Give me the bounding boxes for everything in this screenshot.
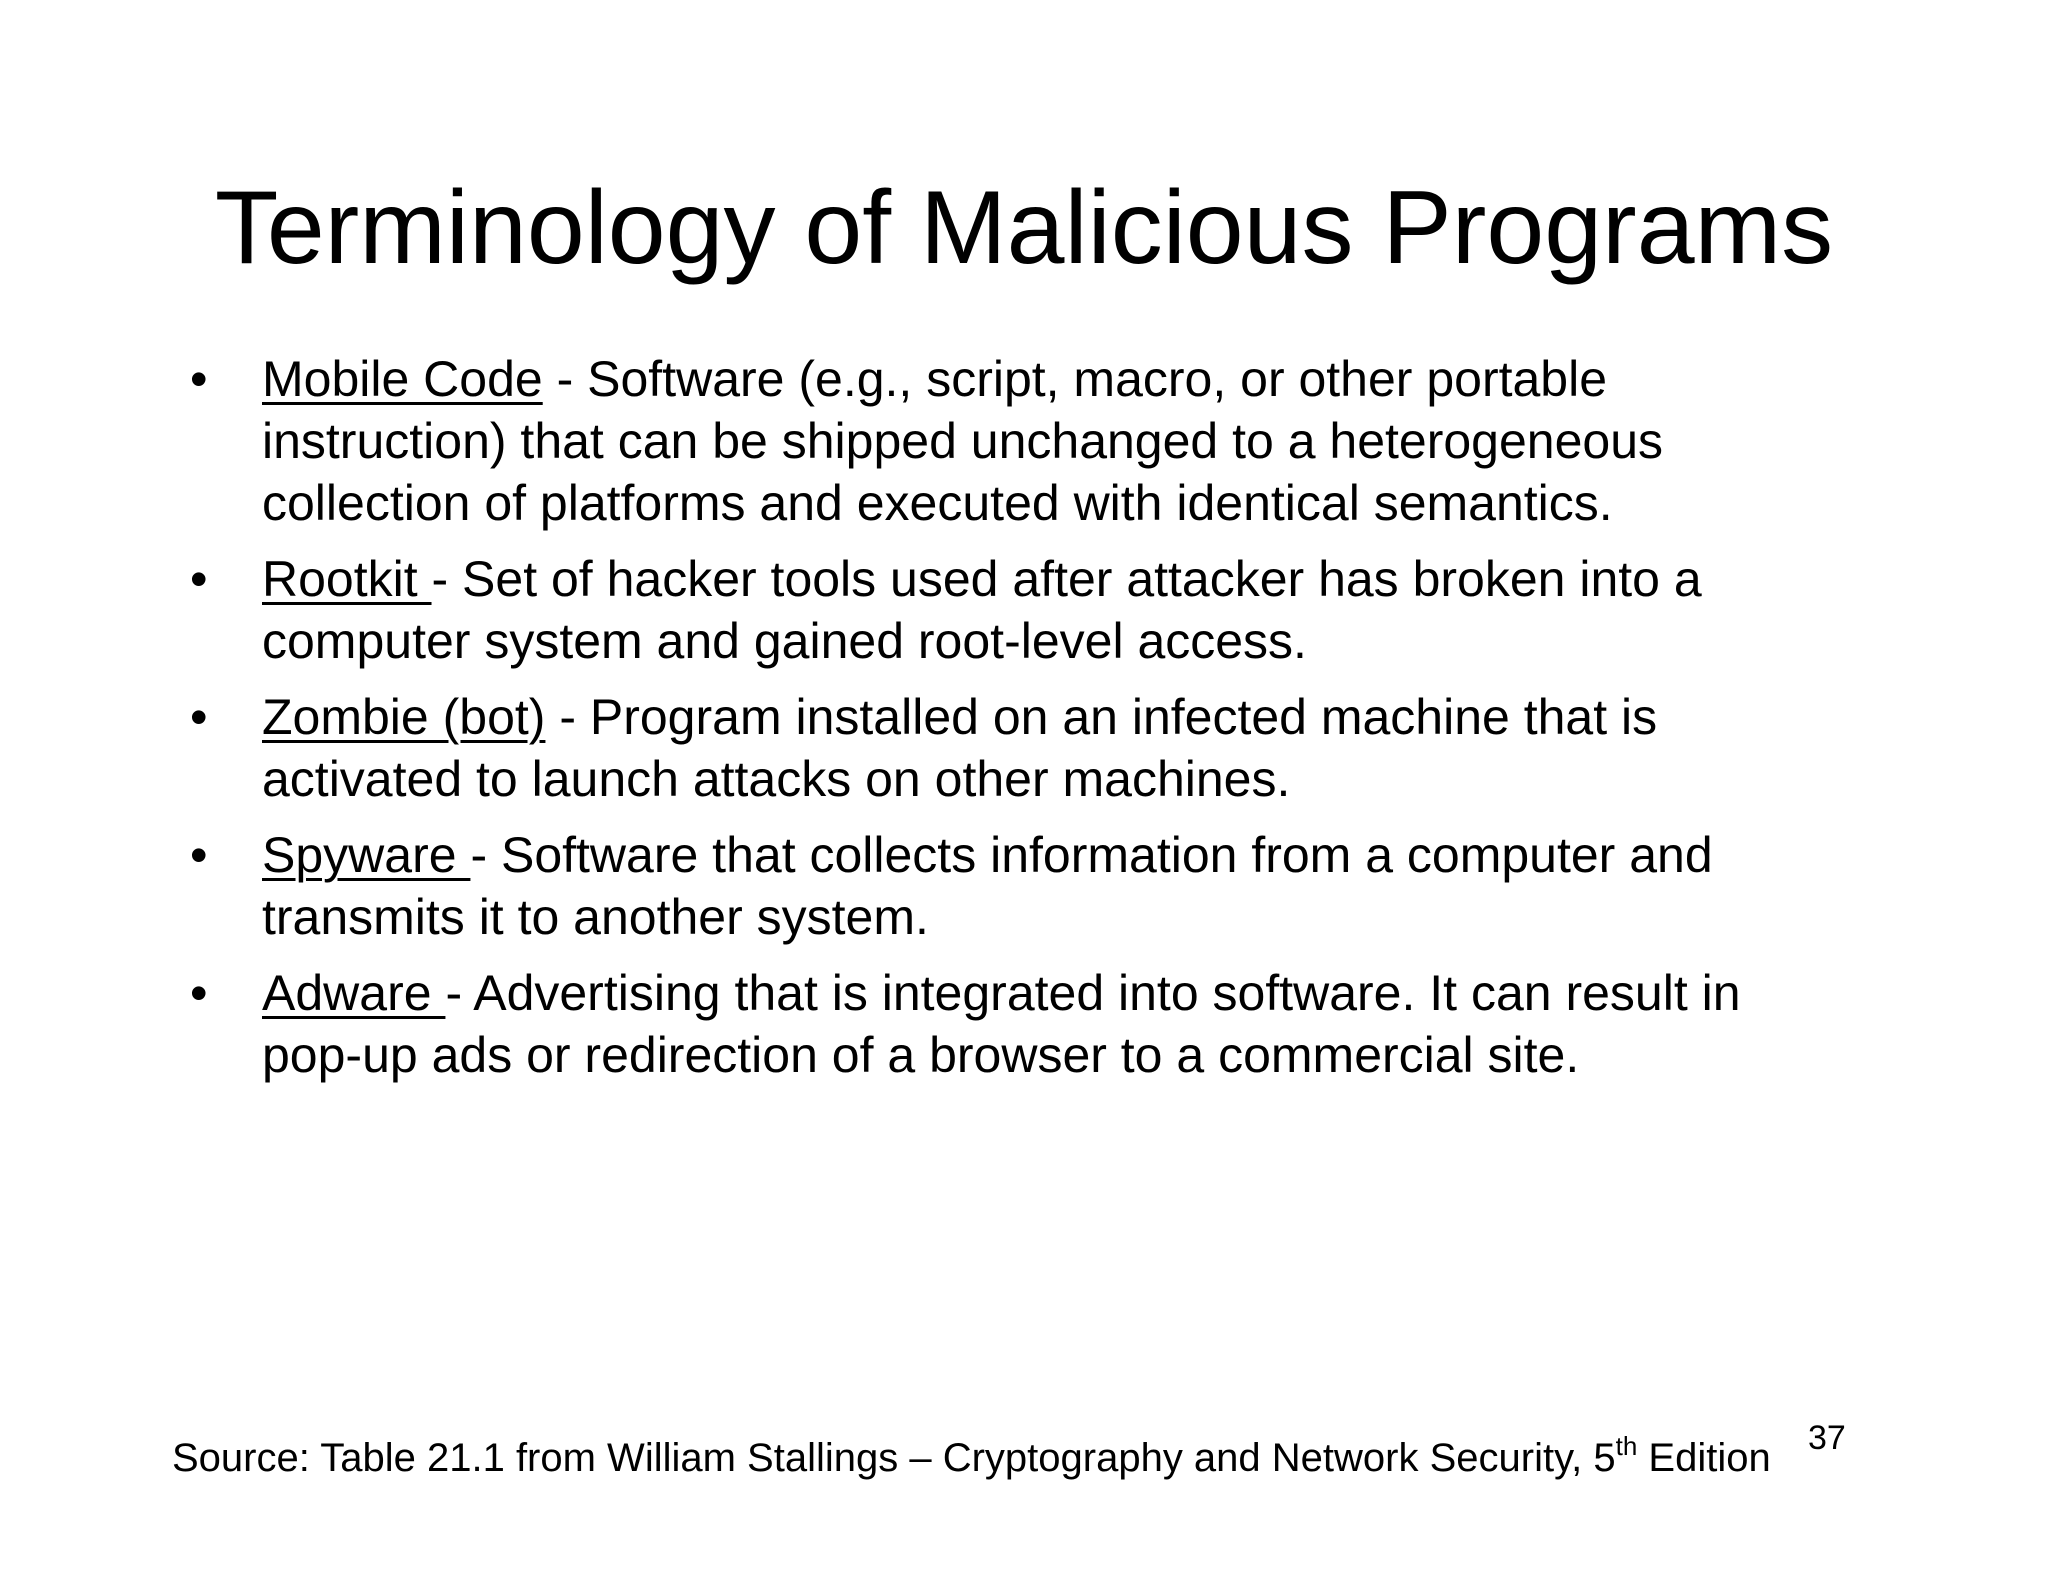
term-rootkit: Rootkit <box>262 551 432 607</box>
term-zombie: Zombie (bot) <box>262 689 546 745</box>
bullet-list <box>190 348 1830 1100</box>
bullet-icon: • <box>190 827 208 883</box>
bullet-icon: • <box>190 965 208 1021</box>
source-text: Source: Table 21.1 from William Stallings – Cryptography and Network Security, 5 <box>172 1436 1616 1480</box>
source-citation <box>172 1430 1771 1482</box>
definition-rootkit: - Set of hacker tools used after attacker has broken into a computer system and gained root-level access. <box>262 551 1702 669</box>
bullet-item-zombie <box>190 686 1830 810</box>
bullet-icon: • <box>190 351 208 407</box>
term-mobile-code: Mobile Code <box>262 351 543 407</box>
definition-spyware: - Software that collects information from a computer and transmits it to another system. <box>262 827 1713 945</box>
bullet-item-spyware <box>190 824 1830 948</box>
page-number: 37 <box>1808 1419 1846 1457</box>
bullet-item-rootkit <box>190 548 1830 672</box>
slide-title: Terminology of Malicious Programs <box>214 170 1834 286</box>
bullet-item-mobile-code <box>190 348 1830 534</box>
definition-zombie: - Program installed on an infected machine that is activated to launch attacks on other machines. <box>262 689 1658 807</box>
term-adware: Adware <box>262 965 446 1021</box>
term-spyware: Spyware <box>262 827 471 883</box>
bullet-icon: • <box>190 551 208 607</box>
source-superscript: th <box>1615 1430 1638 1461</box>
bullet-item-adware <box>190 962 1830 1086</box>
source-edition: Edition <box>1637 1436 1771 1480</box>
definition-mobile-code: - Software (e.g., script, macro, or other portable instruction) that can be shipped unchanged to a heterogeneous collection of platforms and executed with identical semantics. <box>262 351 1664 531</box>
bullet-icon: • <box>190 689 208 745</box>
definition-adware: - Advertising that is integrated into software. It can result in pop-up ads or redirection of a browser to a commercial site. <box>262 965 1741 1083</box>
